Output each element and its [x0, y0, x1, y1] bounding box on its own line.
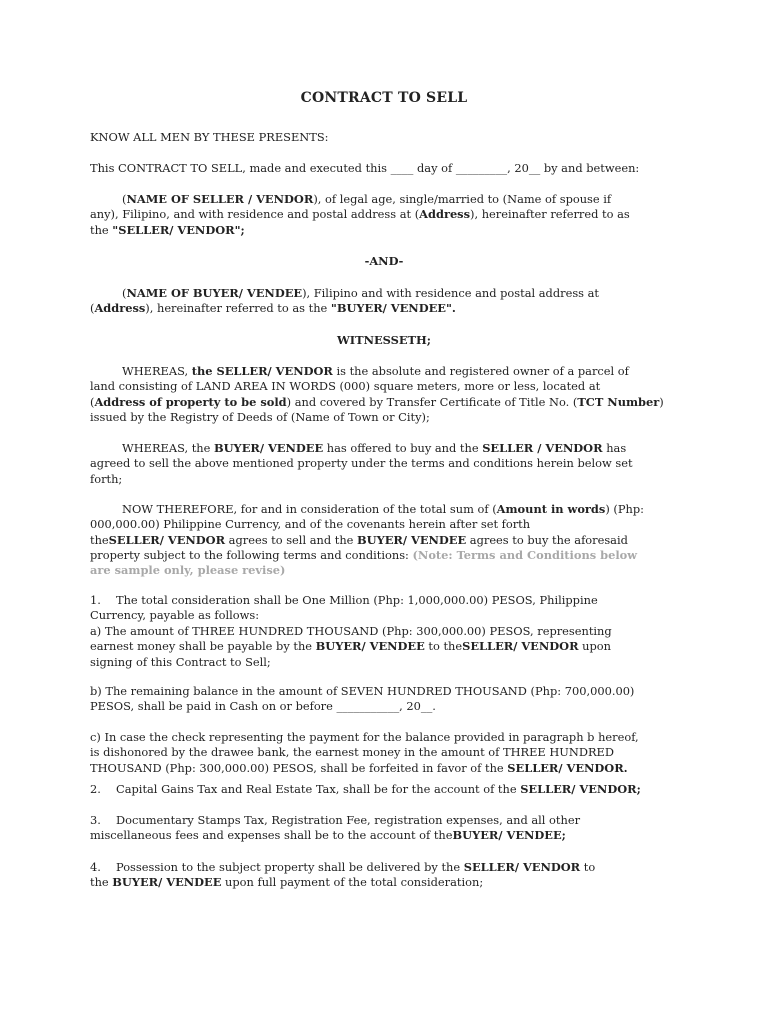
buyer-designation: "BUYER/ VENDEE". [330, 301, 456, 316]
text: has offered to buy and the [323, 441, 483, 455]
text: ), Filipino and with residence and postal address at [302, 286, 600, 300]
text: ), of legal age, single/married to (Name of spouse if [313, 192, 612, 206]
term-number: 4. [90, 860, 101, 874]
term-1b [90, 684, 690, 715]
term-1c [90, 730, 690, 776]
text: Possession to the subject property shall be delivered by the [116, 860, 464, 874]
text: the [90, 532, 109, 547]
text: Capital Gains Tax and Real Estate Tax, shall be for the account of the [116, 782, 521, 796]
sample-note: are sample only, please revise) [90, 563, 286, 578]
text: ), hereinafter referred to as the [145, 301, 331, 316]
text: to [580, 860, 596, 874]
text: ) and covered by Transfer Certificate of Title No. ( [286, 394, 578, 409]
text: NOW THEREFORE, for and in consideration of the total sum of ( [122, 502, 497, 516]
text: b) The remaining balance in the amount of SEVEN HUNDRED THOUSAND (Php: 700,000.00) [90, 684, 635, 698]
buyer-name: NAME OF BUYER/ VENDEE [126, 286, 303, 300]
text: signing of this Contract to Sell; [90, 654, 271, 669]
text: agrees to buy the aforesaid [466, 532, 628, 547]
term-4 [90, 860, 690, 891]
text: ), hereinafter referred to as [470, 207, 630, 222]
text: WHEREAS, the [122, 441, 214, 455]
text: ( [90, 301, 95, 316]
text: agrees to sell and the [225, 532, 358, 547]
text: ( [90, 394, 95, 409]
bold-text: BUYER/ VENDEE [357, 532, 467, 547]
text: property subject to the following terms and conditions: [90, 547, 413, 562]
text: forth; [90, 471, 123, 486]
buyer-address: Address [94, 301, 146, 316]
text: THOUSAND (Php: 300,000.00) PESOS, shall be forfeited in favor of the [90, 760, 508, 775]
bold-text: BUYER/ VENDEE; [452, 828, 566, 843]
and-separator: -AND- [364, 254, 404, 268]
seller-party-paragraph [90, 192, 690, 238]
intro-paragraph: This CONTRACT TO SELL, made and executed this ____ day of _________, 20__ by and between: [90, 161, 640, 175]
text: is dishonored by the drawee bank, the earnest money in the amount of THREE HUNDRED [90, 745, 615, 760]
bold-text: BUYER/ VENDEE [112, 875, 222, 890]
text: upon [578, 639, 611, 654]
property-address: Address of property to be sold [94, 394, 287, 409]
text: miscellaneous fees and expenses shall be to the account of the [90, 828, 453, 843]
whereas-paragraph-2 [90, 441, 690, 487]
text: Documentary Stamps Tax, Registration Fee, registration expenses, and all other [116, 813, 581, 827]
text: is the absolute and registered owner of a parcel of [332, 364, 629, 378]
seller-address: Address [419, 207, 471, 222]
bold-text: SELLER / VENDOR [482, 441, 603, 455]
document-title: CONTRACT TO SELL [300, 90, 468, 106]
text: Currency, payable as follows: [90, 608, 260, 623]
text: ( [122, 286, 127, 300]
term-number: 1. [90, 593, 101, 607]
now-therefore-paragraph [90, 502, 690, 578]
text: land consisting of LAND AREA IN WORDS (000) square meters, more or less, located at [90, 379, 601, 394]
text: the [90, 875, 113, 890]
seller-designation: "SELLER/ VENDOR"; [112, 222, 245, 237]
text: to the [424, 639, 463, 654]
text: the [90, 222, 113, 237]
tct-number: TCT Number [577, 394, 660, 409]
bold-text: SELLER/ VENDOR [108, 532, 226, 547]
sample-note: (Note: Terms and Conditions below [412, 547, 638, 562]
text: ) (Php: [605, 502, 644, 516]
bold-text: SELLER/ VENDOR [462, 639, 579, 654]
term-1a [90, 624, 690, 670]
text: upon full payment of the total consideration; [221, 875, 484, 890]
whereas-paragraph-1 [90, 364, 690, 425]
text: ( [122, 192, 127, 206]
text: PESOS, shall be paid in Cash on or before ___________, 20__. [90, 699, 436, 714]
bold-text: SELLER/ VENDOR [463, 860, 581, 874]
seller-name: NAME OF SELLER / VENDOR [126, 192, 314, 206]
text: issued by the Registry of Deeds of (Name of Town or City); [90, 409, 430, 424]
term-1 [90, 593, 690, 624]
text: earnest money shall be payable by the [90, 639, 316, 654]
term-2 [90, 782, 690, 797]
text: has [602, 441, 627, 455]
opening-line: KNOW ALL MEN BY THESE PRESENTS: [90, 130, 329, 144]
amount-in-words: Amount in words [496, 502, 606, 516]
bold-text: SELLER/ VENDOR; [520, 782, 641, 796]
term-3 [90, 813, 690, 844]
bold-text: the SELLER/ VENDOR [191, 364, 333, 378]
text: ) [659, 394, 664, 409]
bold-text: SELLER/ VENDOR. [507, 760, 628, 775]
term-number: 3. [90, 813, 101, 827]
buyer-party-paragraph [90, 286, 690, 317]
bold-text: BUYER/ VENDEE [214, 441, 324, 455]
text: a) The amount of THREE HUNDRED THOUSAND (Php: 300,000.00) PESOS, representing [90, 624, 612, 638]
witnesseth-heading: WITNESSETH; [336, 333, 432, 347]
text: The total consideration shall be One Million (Php: 1,000,000.00) PESOS, Philippine [116, 593, 598, 607]
text: agreed to sell the above mentioned property under the terms and conditions herein below set [90, 456, 633, 471]
text: any), Filipino, and with residence and postal address at ( [90, 207, 420, 222]
text: 000,000.00) Philippine Currency, and of the covenants herein after set forth [90, 517, 531, 532]
term-number: 2. [90, 782, 101, 796]
text: c) In case the check representing the payment for the balance provided in paragraph b hereof, [90, 730, 639, 744]
bold-text: BUYER/ VENDEE [315, 639, 425, 654]
text: WHEREAS, [122, 364, 192, 378]
